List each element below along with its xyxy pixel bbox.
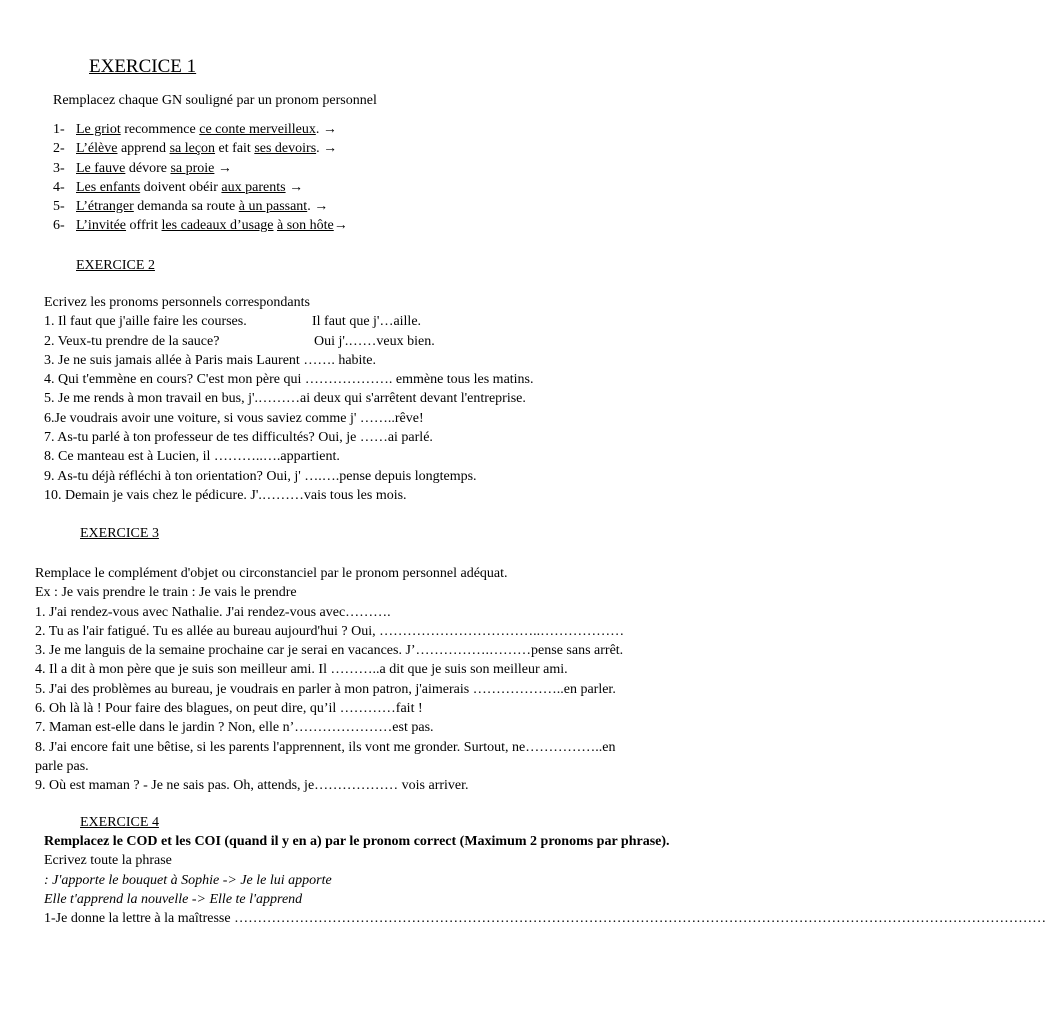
underlined-gn: à son hôte — [277, 218, 334, 234]
sentence-text: doivent obéir — [140, 179, 222, 195]
exercice3-body — [35, 564, 624, 796]
sentence-text: apprend — [117, 141, 170, 157]
exercice2-line — [44, 389, 534, 408]
exercice4-instruction: Remplacez le COD et les COI (quand il y en a) par le pronom correct (Maximum 2 pronoms par phrase). — [44, 834, 670, 849]
underlined-gn: ses devoirs — [254, 141, 317, 157]
sentence-text: → — [333, 218, 348, 234]
underlined-gn: les cadeaux d’usage — [161, 218, 274, 234]
exercice2-sentence: 5. Je me rends à mon travail en bus, j'.………ai deux qui s'arrêtent devant l'entreprise. — [44, 391, 526, 407]
exercice4-item-1: 1-Je donne la lettre à la maîtresse ………………………………………………………………………………………………………………………………………………………… — [44, 911, 1046, 927]
exercice2-answer-line: Oui j'.……veux bien. — [314, 333, 435, 349]
item-number: 6- — [53, 218, 65, 234]
exercice2-body — [44, 293, 534, 505]
exercice2-instruction: Ecrivez les pronoms personnels correspondants — [44, 295, 310, 310]
sentence-text: recommence — [120, 122, 200, 137]
exercice2-sentence: 1. Il faut que j'aille faire les courses. — [44, 314, 247, 330]
exercice1-item — [53, 120, 348, 139]
sentence-text: → — [214, 160, 232, 176]
exercice1-item — [53, 216, 348, 235]
exercice2-sentence: 10. Demain je vais chez le pédicure. J'.………vais tous les mois. — [44, 487, 407, 503]
underlined-gn: Le griot — [76, 122, 121, 137]
exercice2-title: EXERCICE 2 — [76, 258, 155, 273]
exercice3-line: 4. Il a dit à mon père que je suis son meilleur ami. Il ………..a dit que je suis son meilleur ami. — [35, 662, 568, 678]
underlined-gn: L’invitée — [76, 218, 127, 234]
sentence-text: . → — [307, 199, 329, 215]
item-number: 3- — [53, 160, 65, 176]
underlined-gn: L’élève — [76, 141, 118, 157]
underlined-gn: ce conte merveilleux — [199, 122, 316, 137]
exercice2-sentence: 8. Ce manteau est à Lucien, il ………..….appartient. — [44, 449, 340, 465]
exercice2-sentence: 9. As-tu déjà réfléchi à ton orientation? Oui, j' ….….pense depuis longtemps. — [44, 468, 477, 484]
exercice2-line — [44, 486, 534, 505]
exercice2-line — [44, 312, 534, 331]
exercice2-sentence: 7. As-tu parlé à ton professeur de tes difficultés? Oui, je ……ai parlé. — [44, 430, 433, 446]
underlined-gn: L’étranger — [76, 199, 134, 215]
item-number: 1- — [53, 122, 65, 137]
exercice4-title: EXERCICE 4 — [80, 815, 159, 830]
exercice3-line: 7. Maman est-elle dans le jardin ? Non, elle n’…………………est pas. — [35, 720, 434, 736]
exercice1-title: EXERCICE 1 — [89, 56, 197, 77]
exercice4-instruction-2: Ecrivez toute la phrase — [44, 853, 172, 869]
exercice1-item — [53, 159, 348, 178]
underlined-gn: Les enfants — [76, 179, 141, 195]
exercice3-line: 3. Je me languis de la semaine prochaine car je serai en vacances. J’…………….………pense sans arrêt. — [35, 643, 624, 659]
underlined-gn: sa proie — [170, 160, 215, 176]
exercice2-answer-line: Il faut que j'…aille. — [312, 314, 422, 330]
exercice4-example-1: : J'apporte le bouquet à Sophie -> Je le lui apporte — [44, 872, 332, 888]
exercice3-line: 5. J'ai des problèmes au bureau, je voudrais en parler à mon patron, j'aimerais ………………..en parler. — [35, 681, 616, 697]
sentence-text: → — [285, 179, 304, 195]
item-number: 2- — [53, 141, 65, 157]
exercice3-line: Remplace le complément d'objet ou circonstanciel par le pronom personnel adéquat. — [35, 566, 508, 581]
exercice3-title: EXERCICE 3 — [80, 526, 159, 541]
exercice3-line: 9. Où est maman ? - Je ne sais pas. Oh, attends, je……………… vois arriver. — [35, 778, 469, 794]
exercice3-line: 2. Tu as l'air fatigué. Tu es allée au bureau aujourd'hui ? Oui, ……………………………..……………… — [35, 623, 625, 639]
exercice3-line: Ex : Je vais prendre le train : Je vais le prendre — [35, 585, 297, 601]
exercice2-line — [44, 370, 534, 389]
exercice2-line — [44, 447, 534, 466]
exercice4-example-2: Elle t'apprend la nouvelle -> Elle te l'apprend — [44, 891, 303, 907]
exercice4-body — [44, 832, 1046, 928]
sentence-text: . → — [315, 122, 337, 137]
exercice1-item — [53, 139, 348, 158]
exercice1-item — [53, 178, 348, 197]
underlined-gn: à un passant — [238, 199, 308, 215]
exercice1-instruction: Remplacez chaque GN souligné par un pronom personnel — [53, 93, 377, 108]
sentence-text: dévore — [125, 160, 171, 176]
exercice3-line: 1. J'ai rendez-vous avec Nathalie. J'ai rendez-vous avec………. — [35, 604, 391, 620]
sentence-text: demanda sa route — [133, 199, 239, 215]
sentence-text: offrit — [126, 218, 162, 234]
item-number: 5- — [53, 199, 65, 215]
exercice2-line — [44, 351, 534, 370]
sentence-text: . → — [316, 141, 338, 157]
exercice2-sentence: 2. Veux-tu prendre de la sauce? — [44, 333, 220, 349]
exercice2-sentence: 4. Qui t'emmène en cours? C'est mon père qui ………………. emmène tous les matins. — [44, 372, 534, 388]
exercice3-line: 6. Oh là là ! Pour faire des blagues, on peut dire, qu’il …………fait ! — [35, 701, 423, 717]
exercice3-line: 8. J'ai encore fait une bêtise, si les parents l'apprennent, ils vont me gronder. Surtout, ne……………..en — [35, 739, 616, 755]
exercice2-line — [44, 467, 534, 486]
exercice2-line — [44, 428, 534, 447]
sentence-text: et fait — [215, 141, 255, 157]
exercice1-item — [53, 197, 348, 216]
underlined-gn: sa leçon — [169, 141, 216, 157]
exercice1-list — [53, 120, 348, 236]
exercice2-sentence: 3. Je ne suis jamais allée à Paris mais Laurent ……. habite. — [44, 352, 377, 368]
exercice3-line: parle pas. — [35, 758, 89, 774]
item-number: 4- — [53, 179, 65, 195]
exercice2-line — [44, 332, 534, 351]
underlined-gn: Le fauve — [76, 160, 126, 176]
exercice2-sentence: 6.Je voudrais avoir une voiture, si vous saviez comme j' ……..rêve! — [44, 410, 424, 426]
exercice2-line — [44, 409, 534, 428]
underlined-gn: aux parents — [221, 179, 286, 195]
